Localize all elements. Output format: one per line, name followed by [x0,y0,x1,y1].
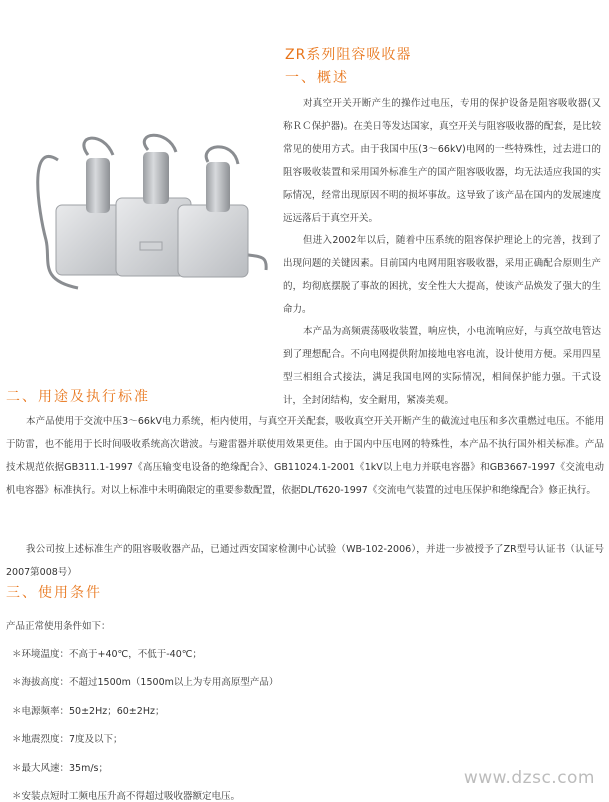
list-item: ＊地震烈度：7度及以下； [12,734,123,745]
conditions-intro: 产品正常使用条件如下： [6,621,111,632]
page-title: ZR系列阻容吸收器 [285,47,412,63]
list-item: ＊海拔高度：不超过1500m（1500m以上为专用高原型产品） [12,677,279,688]
overview-paragraph-2: 但进入2002年以后，随着中压系统的阻容保护理论上的完善，找到了出现问题的关键因素。目前国内电网用阻容吸收器，采用正确配合原则生产的，均彻底摆脱了事故的困扰，安全性大大提高，使该产品焕发了强大的生命力。 [283,235,601,315]
standards-paragraph-1: 本产品使用于交流中压3～66kV电力系统，柜内使用，与真空开关配套，吸收真空开关开断产生的截流过电压和多次重燃过电压。不能用于防雷，也不能用于长时间吸收系统高次谐波。与避雷器并联使用效果更佳。由于国内中压电网的特殊性，本产品不执行国外相关标准。产品技术规范依据GB311.1-1997《高压输变电设备的绝缘配合》、GB11024.1-2001《1kV以上电力并联电容器》和GB3667-1997《交流电动机电容器》标准执行。对以上标准中未明确限定的重要参数配置，依据DL/T620-1997《交流电气装置的过电压保护和绝缘配合》修正执行。 [6,416,604,496]
list-item: ＊电源频率：50±2Hz；60±2Hz； [12,706,165,717]
standards-paragraph-2: 我公司按上述标准生产的阻容吸收器产品，已通过西安国家检测中心试验（WB-102-2006），并进一步被授予了ZR型号认证书（认证号2007第008号） [6,544,604,578]
list-item: ＊最大风速：35m/s； [12,763,108,774]
list-item: ＊环境温度：不高于+40℃，不低于-40℃； [12,649,202,660]
resistor-capacitor-absorber-photo [18,120,273,305]
watermark: www.dzsc.com [463,768,595,788]
overview-paragraph-3: 本产品为高频震荡吸收装置，响应快，小电流响应好，与真空故电管达到了理想配合。不向电网提供附加接地电容电流，设计使用方便。采用四星型三相组合式接法，满足我国电网的实际情况，相间保护能力强。干式设计，全封闭结构，安全耐用，紧凑美观。 [283,326,601,406]
list-item: ＊安装点短时工频电压升高不得超过吸收器额定电压。 [12,791,241,802]
heading-conditions: 三、使用条件 [6,585,102,601]
heading-standards: 二、用途及执行标准 [6,389,150,405]
overview-paragraph-1: 对真空开关开断产生的操作过电压，专用的保护设备是阻容吸收器(又称ＲＣ保护器)。在美日等发达国家，真空开关与阻容吸收器的配套，是比较常见的使用方式。由于我国中压(3～66kV)电网的一些特殊性，过去进口的阻容吸收装置和采用国外标准生产的国产阻容吸收器，均无法适应我国的实际情况，经常出现原因不明的损坏事故。这导致了该产品在国内的发展速度远远落后于真空开关。 [283,98,601,224]
heading-overview: 一、概述 [285,70,349,86]
